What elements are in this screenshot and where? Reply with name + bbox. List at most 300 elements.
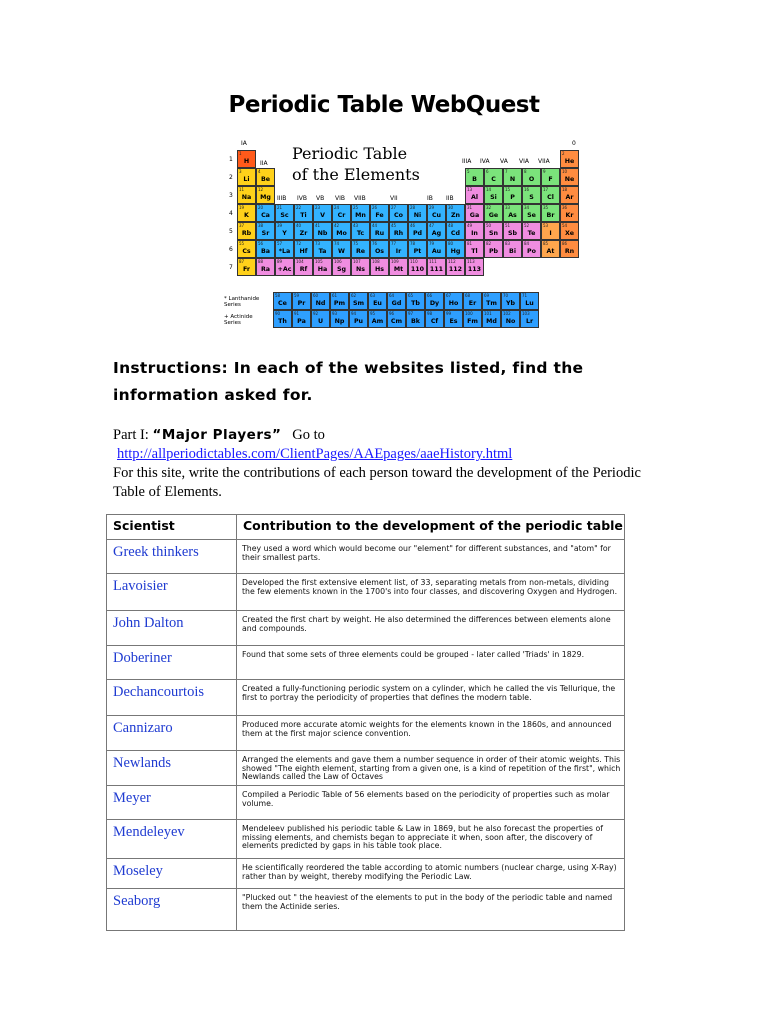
element-symbol: Te — [527, 229, 536, 237]
element-number: 80 — [448, 241, 454, 246]
table-row — [107, 646, 625, 680]
element-number: 86 — [562, 241, 568, 246]
element-symbol: I — [549, 229, 552, 237]
table-row — [107, 820, 625, 859]
element-number: 67 — [446, 293, 452, 298]
element-cell — [237, 150, 256, 168]
element-cell — [294, 258, 313, 276]
element-symbol: Zn — [450, 211, 461, 219]
element-number: 109 — [391, 259, 399, 264]
element-number: 51 — [505, 223, 511, 228]
element-symbol: Eu — [373, 299, 382, 307]
group-label: VB — [316, 195, 325, 202]
group-label: IB — [427, 195, 433, 202]
element-number: 14 — [486, 187, 492, 192]
element-symbol: Sb — [507, 229, 518, 237]
element-cell — [541, 240, 560, 258]
element-cell — [465, 168, 484, 186]
element-number: 10 — [562, 169, 568, 174]
element-cell — [446, 222, 465, 240]
element-symbol: Cr — [337, 211, 346, 219]
element-cell — [294, 240, 313, 258]
lanthanide-cell — [292, 292, 311, 310]
element-symbol: Sc — [280, 211, 289, 219]
element-symbol: Np — [334, 317, 345, 325]
element-cell — [256, 222, 275, 240]
scientist-name: Cannizaro — [107, 716, 237, 751]
element-number: 15 — [505, 187, 511, 192]
element-symbol: In — [471, 229, 478, 237]
element-symbol: Es — [449, 317, 458, 325]
element-number: 9 — [543, 169, 546, 174]
element-number: 76 — [372, 241, 378, 246]
element-number: 75 — [353, 241, 359, 246]
actinide-cell — [501, 310, 520, 328]
element-number: 28 — [410, 205, 416, 210]
element-number: 41 — [315, 223, 321, 228]
element-number: 23 — [315, 205, 321, 210]
element-symbol: F — [548, 175, 553, 183]
actinide-cell — [330, 310, 349, 328]
element-number: 39 — [277, 223, 283, 228]
element-number: 74 — [334, 241, 340, 246]
element-symbol: Nd — [315, 299, 326, 307]
element-cell — [541, 204, 560, 222]
element-symbol: Hg — [450, 247, 461, 255]
element-cell — [351, 222, 370, 240]
element-symbol: Mt — [393, 265, 404, 273]
element-symbol: No — [505, 317, 516, 325]
element-symbol: Ti — [300, 211, 307, 219]
table-row — [107, 540, 625, 574]
part-one-section — [113, 426, 653, 502]
element-number: 3 — [239, 169, 242, 174]
element-symbol: *La — [278, 247, 291, 255]
element-number: 8 — [524, 169, 527, 174]
element-symbol: Xe — [565, 229, 574, 237]
table-row — [107, 611, 625, 646]
lanthanide-cell — [311, 292, 330, 310]
element-symbol: Ir — [395, 247, 402, 255]
element-number: 6 — [486, 169, 489, 174]
scientist-name: Dechancourtois — [107, 680, 237, 716]
element-number: 48 — [448, 223, 454, 228]
group-label: IIB — [446, 195, 454, 202]
actinide-cell — [406, 310, 425, 328]
element-symbol: Ho — [448, 299, 459, 307]
element-number: 54 — [562, 223, 568, 228]
element-number: 100 — [465, 311, 473, 316]
element-cell — [503, 168, 522, 186]
lanthanide-cell — [482, 292, 501, 310]
scientist-contribution: Mendeleev published his periodic table & Law in 1869, but he also forecast the properties of missing elements, and chemists began to appreciate it when, soon after, the discovery of elements predicted by gaps in his table took place. — [237, 820, 625, 859]
element-number: 11 — [239, 187, 245, 192]
element-symbol: Pm — [333, 299, 346, 307]
element-number: 49 — [467, 223, 473, 228]
element-symbol: Re — [355, 247, 366, 255]
element-number: 98 — [427, 311, 433, 316]
period-label: 1 — [229, 156, 233, 163]
element-symbol: Ar — [565, 193, 574, 201]
element-symbol: Se — [527, 211, 536, 219]
element-cell — [294, 204, 313, 222]
element-symbol: Ru — [374, 229, 385, 237]
element-cell — [465, 258, 484, 276]
element-symbol: H — [243, 157, 250, 165]
element-cell — [389, 204, 408, 222]
element-cell — [313, 240, 332, 258]
element-number: 7 — [505, 169, 508, 174]
lanthanide-cell — [349, 292, 368, 310]
element-number: 104 — [296, 259, 304, 264]
element-cell — [446, 204, 465, 222]
scientist-contribution: Arranged the elements and gave them a number sequence in order of their atomic weights. This showed "The eighth element, starting from a given one, is a kind of repetition of the first", which Newlands called the Law of Octaves — [237, 751, 625, 786]
element-cell — [427, 240, 446, 258]
lanthanide-cell — [330, 292, 349, 310]
periodic-table-title-line1: Periodic Table — [292, 144, 408, 163]
table-row — [107, 716, 625, 751]
element-symbol: At — [546, 247, 555, 255]
element-number: 58 — [275, 293, 281, 298]
element-symbol: Si — [490, 193, 497, 201]
element-symbol: W — [338, 247, 345, 255]
element-cell — [237, 258, 256, 276]
element-symbol: 113 — [467, 265, 482, 273]
element-number: 112 — [448, 259, 456, 264]
group-label: IVA — [480, 158, 490, 165]
element-number: 110 — [410, 259, 418, 264]
lanthanide-cell — [406, 292, 425, 310]
element-cell — [503, 186, 522, 204]
element-symbol: Pr — [297, 299, 306, 307]
lanthanide-cell — [425, 292, 444, 310]
element-cell — [237, 222, 256, 240]
element-number: 70 — [503, 293, 509, 298]
element-cell — [370, 222, 389, 240]
element-symbol: Ca — [261, 211, 270, 219]
element-symbol: Ta — [318, 247, 327, 255]
scientist-name: Moseley — [107, 859, 237, 889]
element-number: 113 — [467, 259, 475, 264]
scientist-name: Doberiner — [107, 646, 237, 680]
element-number: 32 — [486, 205, 492, 210]
element-symbol: Ra — [260, 265, 271, 273]
scientist-contribution: Compiled a Periodic Table of 56 elements based on the periodicity of properties such as molar volume. — [237, 786, 625, 820]
element-cell — [484, 222, 503, 240]
element-symbol: Rn — [564, 247, 575, 255]
element-symbol: N — [509, 175, 516, 183]
element-symbol: S — [529, 193, 534, 201]
element-number: 21 — [277, 205, 283, 210]
element-symbol: Pt — [413, 247, 422, 255]
element-number: 57 — [277, 241, 283, 246]
element-number: 37 — [239, 223, 245, 228]
element-symbol: B — [472, 175, 477, 183]
element-cell — [560, 150, 579, 168]
element-symbol: Fr — [242, 265, 250, 273]
element-symbol: Cm — [390, 317, 403, 325]
element-number: 111 — [429, 259, 437, 264]
element-symbol: Cu — [431, 211, 442, 219]
element-cell — [446, 258, 465, 276]
periodic-table-title-line2: of the Elements — [292, 165, 420, 184]
element-cell — [370, 204, 389, 222]
element-cell — [560, 222, 579, 240]
part-one-prefix: Part I: — [113, 427, 153, 443]
element-symbol: Y — [282, 229, 287, 237]
element-number: 71 — [522, 293, 528, 298]
table-row — [107, 680, 625, 716]
element-number: 97 — [408, 311, 414, 316]
contribution-column-header: Contribution to the development of the periodic table — [237, 515, 625, 540]
actinide-cell — [273, 310, 292, 328]
element-number: 56 — [258, 241, 264, 246]
actinide-cell — [387, 310, 406, 328]
element-cell — [522, 168, 541, 186]
element-symbol: Cs — [242, 247, 251, 255]
group-label: IIIB — [277, 195, 287, 202]
element-symbol: Ce — [278, 299, 287, 307]
element-cell — [237, 204, 256, 222]
element-symbol: Na — [241, 193, 252, 201]
element-cell — [408, 258, 427, 276]
actinide-cell — [349, 310, 368, 328]
page-title: Periodic Table WebQuest — [228, 92, 540, 118]
element-cell — [256, 186, 275, 204]
lanthanide-cell — [501, 292, 520, 310]
period-label: 3 — [229, 192, 233, 199]
element-number: 68 — [465, 293, 471, 298]
element-cell — [389, 258, 408, 276]
scientist-contribution: Created a fully-functioning periodic system on a cylinder, which he called the vis Tellurique, the first to portray the periodicity of properties that defines the modern table. — [237, 680, 625, 716]
element-symbol: Ne — [564, 175, 575, 183]
lanthanide-series-label: * Lanthanide Series — [224, 296, 260, 308]
element-number: 34 — [524, 205, 530, 210]
table-header-row — [107, 515, 625, 540]
element-number: 13 — [467, 187, 473, 192]
element-number: 35 — [543, 205, 549, 210]
element-number: 44 — [372, 223, 378, 228]
table-row — [107, 889, 625, 931]
group-label: VIB — [335, 195, 345, 202]
element-number: 16 — [524, 187, 530, 192]
element-cell — [389, 222, 408, 240]
element-number: 18 — [562, 187, 568, 192]
element-number: 30 — [448, 205, 454, 210]
element-cell — [465, 204, 484, 222]
element-number: 27 — [391, 205, 397, 210]
element-symbol: Rf — [299, 265, 308, 273]
element-number: 108 — [372, 259, 380, 264]
element-symbol: +Ac — [277, 265, 292, 273]
element-cell — [332, 258, 351, 276]
element-number: 61 — [332, 293, 338, 298]
element-symbol: Lu — [525, 299, 534, 307]
group-label: VIIB — [354, 195, 366, 202]
element-symbol: Nb — [317, 229, 328, 237]
element-cell — [408, 240, 427, 258]
element-symbol: V — [320, 211, 325, 219]
actinide-cell — [368, 310, 387, 328]
element-number: 73 — [315, 241, 321, 246]
element-number: 85 — [543, 241, 549, 246]
element-cell — [351, 258, 370, 276]
actinide-cell — [463, 310, 482, 328]
element-number: 65 — [408, 293, 414, 298]
element-symbol: Kr — [565, 211, 574, 219]
element-symbol: 111 — [429, 265, 444, 273]
group-label: IIIA — [462, 158, 472, 165]
element-number: 105 — [315, 259, 323, 264]
element-cell — [237, 240, 256, 258]
element-number: 20 — [258, 205, 264, 210]
element-symbol: Ge — [488, 211, 499, 219]
element-number: 87 — [239, 259, 245, 264]
element-cell — [522, 186, 541, 204]
element-number: 55 — [239, 241, 245, 246]
period-label: 5 — [229, 228, 233, 235]
group-label: IVB — [297, 195, 307, 202]
element-number: 99 — [446, 311, 452, 316]
element-symbol: Tb — [411, 299, 420, 307]
element-number: 77 — [391, 241, 397, 246]
element-cell — [427, 222, 446, 240]
element-number: 46 — [410, 223, 416, 228]
group-label: VA — [500, 158, 508, 165]
element-symbol: Mo — [336, 229, 347, 237]
history-site-link[interactable]: http://allperiodictables.com/ClientPages/AAEpages/aaeHistory.html — [117, 446, 513, 462]
group-label: 0 — [572, 140, 576, 147]
element-symbol: Bk — [411, 317, 420, 325]
element-number: 93 — [332, 311, 338, 316]
element-number: 43 — [353, 223, 359, 228]
element-symbol: Pd — [412, 229, 423, 237]
element-number: 45 — [391, 223, 397, 228]
actinide-cell — [444, 310, 463, 328]
element-symbol: Hf — [299, 247, 308, 255]
element-symbol: 112 — [448, 265, 463, 273]
scientist-table — [106, 514, 625, 931]
element-number: 96 — [389, 311, 395, 316]
scientist-contribution: He scientifically reordered the table according to atomic numbers (nuclear charge, using X-Ray) rather than by weight, thereby modifying the Periodic Law. — [237, 859, 625, 889]
scientist-contribution: Produced more accurate atomic weights for the elements known in the 1860s, and announced them at the first major science convention. — [237, 716, 625, 751]
element-cell — [313, 222, 332, 240]
element-number: 107 — [353, 259, 361, 264]
element-cell — [427, 258, 446, 276]
scientist-name: Meyer — [107, 786, 237, 820]
element-symbol: As — [508, 211, 517, 219]
lanthanide-cell — [368, 292, 387, 310]
element-symbol: Tl — [471, 247, 478, 255]
table-row — [107, 786, 625, 820]
element-cell — [408, 222, 427, 240]
element-cell — [275, 222, 294, 240]
element-symbol: Be — [260, 175, 271, 183]
scientist-name: Mendeleyev — [107, 820, 237, 859]
element-cell — [237, 168, 256, 186]
element-symbol: Cd — [450, 229, 461, 237]
element-symbol: Os — [374, 247, 385, 255]
period-label: 2 — [229, 174, 233, 181]
element-number: 63 — [370, 293, 376, 298]
element-cell — [351, 240, 370, 258]
element-cell — [446, 240, 465, 258]
element-cell — [370, 240, 389, 258]
element-symbol: Sn — [488, 229, 499, 237]
actinide-cell — [292, 310, 311, 328]
element-number: 5 — [467, 169, 470, 174]
element-cell — [484, 168, 503, 186]
element-symbol: Lr — [525, 317, 534, 325]
scientist-contribution: Developed the first extensive element list, of 33, separating metals from non-metals, dividing the few elements known in the 1700's into four classes, and discovering Oxygen and Hydrogen. — [237, 574, 625, 611]
element-cell — [313, 258, 332, 276]
element-symbol: C — [491, 175, 496, 183]
scientist-name: John Dalton — [107, 611, 237, 646]
element-symbol: Rh — [393, 229, 404, 237]
element-number: 106 — [334, 259, 342, 264]
element-symbol: Au — [431, 247, 442, 255]
element-cell — [560, 186, 579, 204]
period-label: 7 — [229, 264, 233, 271]
element-symbol: Tc — [356, 229, 365, 237]
group-label: VII — [390, 195, 398, 202]
element-number: 42 — [334, 223, 340, 228]
element-number: 40 — [296, 223, 302, 228]
element-symbol: Br — [546, 211, 555, 219]
element-number: 52 — [524, 223, 530, 228]
element-number: 84 — [524, 241, 530, 246]
table-row — [107, 574, 625, 611]
element-symbol: Pb — [488, 247, 499, 255]
element-cell — [370, 258, 389, 276]
group-label: VIA — [519, 158, 529, 165]
element-number: 62 — [351, 293, 357, 298]
element-cell — [522, 204, 541, 222]
element-cell — [389, 240, 408, 258]
element-symbol: Co — [394, 211, 403, 219]
element-number: 89 — [277, 259, 283, 264]
element-number: 79 — [429, 241, 435, 246]
element-cell — [503, 240, 522, 258]
element-number: 12 — [258, 187, 264, 192]
element-symbol: Sg — [336, 265, 347, 273]
element-number: 47 — [429, 223, 435, 228]
element-number: 83 — [505, 241, 511, 246]
scientist-contribution: Created the first chart by weight. He also determined the differences between elements alone and compounds. — [237, 611, 625, 646]
element-cell — [522, 222, 541, 240]
element-symbol: Ns — [355, 265, 366, 273]
element-number: 60 — [313, 293, 319, 298]
element-cell — [332, 222, 351, 240]
element-number: 25 — [353, 205, 359, 210]
element-symbol: P — [510, 193, 515, 201]
element-symbol: Er — [468, 299, 477, 307]
element-number: 101 — [484, 311, 492, 316]
element-number: 36 — [562, 205, 568, 210]
element-cell — [484, 204, 503, 222]
element-cell — [541, 168, 560, 186]
element-symbol: Gd — [391, 299, 402, 307]
table-row — [107, 751, 625, 786]
element-cell — [408, 204, 427, 222]
actinide-cell — [520, 310, 539, 328]
element-symbol: Mn — [355, 211, 366, 219]
element-symbol: Hs — [374, 265, 385, 273]
element-symbol: Pa — [297, 317, 306, 325]
element-cell — [522, 240, 541, 258]
element-number: 59 — [294, 293, 300, 298]
scientist-name: Seaborg — [107, 889, 237, 931]
